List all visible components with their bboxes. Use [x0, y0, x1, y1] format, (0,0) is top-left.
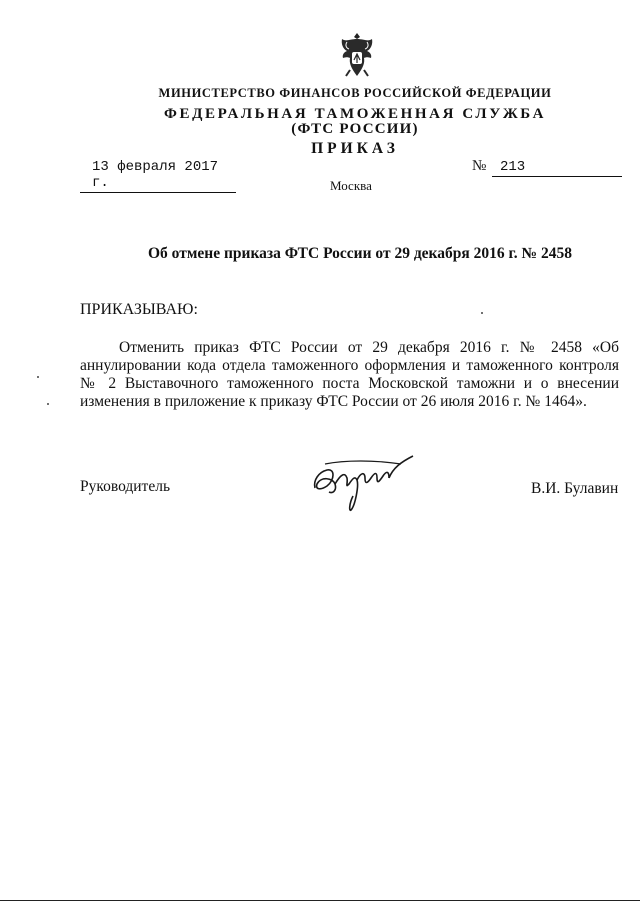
command-word: ПРИКАЗЫВАЮ: [80, 301, 198, 318]
service-short-name: (ФТС РОССИИ) [291, 121, 419, 137]
signatory-position: Руководитель [80, 478, 171, 495]
order-paragraph: Отменить приказ ФТС России от 29 декабря 2016 г. № 2458 «Об аннулировании кода отдела таможенного оформления и таможенного контроля № 2 Выставочного таможенного поста Московской таможни и о внесении изменения в приложение к приказу ФТС России от 26 июля 2016 г. № 1464». [80, 339, 619, 410]
coat-of-arms-icon [334, 30, 380, 80]
number-sign: № [472, 158, 487, 174]
service-name: ФЕДЕРАЛЬНАЯ ТАМОЖЕННАЯ СЛУЖБА [163, 106, 547, 122]
order-body [80, 339, 619, 411]
scan-edge-line [0, 900, 640, 901]
order-date: 13 февраля 2017 г. [80, 159, 236, 193]
scan-speck [47, 403, 49, 405]
document-title: Об отмене приказа ФТС России от 29 декабря 2016 г. № 2458 [148, 245, 572, 262]
signatory-name: В.И. Булавин [531, 480, 619, 497]
order-number: 213 [492, 159, 622, 177]
scan-speck [481, 312, 483, 314]
ministry-name: МИНИСТЕРСТВО ФИНАНСОВ РОССИЙСКОЙ ФЕДЕРАЦИИ [158, 86, 552, 100]
document-type: ПРИКАЗ [311, 140, 399, 157]
handwritten-signature [305, 450, 425, 514]
scan-speck [37, 376, 39, 378]
city: Москва [330, 178, 372, 193]
